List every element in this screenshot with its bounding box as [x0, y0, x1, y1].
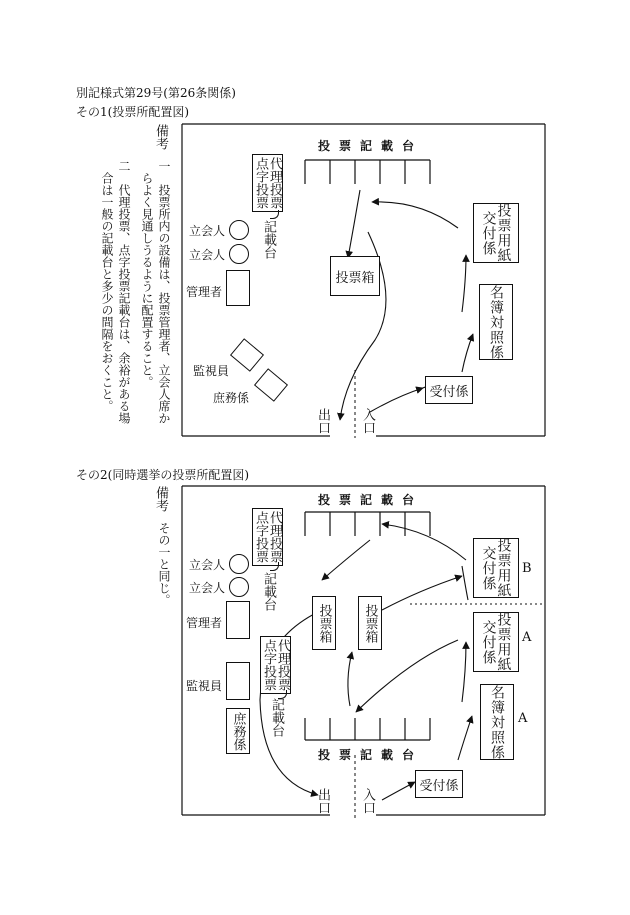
part2-issue-b-tag: B — [522, 561, 532, 576]
part1-note-2b: 合は一般の記載台と多少の間隔をおくこと。 — [100, 172, 114, 412]
part2-exit-label — [316, 788, 329, 814]
part1-observer-label: 監視員 — [193, 364, 230, 378]
part2-title: その2(同時選挙の投票所配置図) — [76, 468, 249, 482]
part2-register-check-desk — [480, 684, 514, 760]
part2-proxy-top-line1: 代理投票 — [267, 511, 282, 563]
part2-entrance-text: 入口 — [360, 788, 375, 814]
part2-ballot-issue-desk-b — [473, 538, 519, 598]
part2-proxy-top-line2: 点字投票 — [253, 511, 268, 563]
part1-issue-desk-col2: 投票用紙 — [495, 203, 512, 263]
part1-note-2a: 二 代理投票、点字投票記載台は、余裕がある場 — [117, 160, 131, 424]
part2-issue-a-col2: 投票用紙 — [495, 612, 512, 672]
part2-proxy-braille-desk-top — [252, 508, 283, 566]
part1-witness-2-seat — [229, 244, 249, 264]
part1-proxy-desk-suffix: 記載台 — [261, 220, 276, 259]
part1-manager-label: 管理者 — [186, 285, 223, 299]
part2-voting-desk-top — [305, 512, 430, 536]
part1-exit-label — [316, 408, 329, 434]
part2-manager-label: 管理者 — [186, 616, 223, 630]
part2-ballot-box-right-label: 投票箱 — [362, 603, 378, 643]
part2-issue-b-col1: 交付係 — [480, 546, 497, 591]
part2-notes-heading: 備考 — [153, 486, 168, 512]
part2-witness-2-seat — [229, 577, 249, 597]
part2-proxy-mid-line2: 点字投票 — [261, 639, 276, 691]
part2-witness-2-label: 立会人 — [189, 581, 226, 595]
part2-exit-text: 出口 — [315, 788, 330, 814]
part1-notes-heading: 備考 — [153, 124, 168, 150]
part2-observer-label: 監視員 — [186, 679, 223, 693]
part1-voting-desk-label: 投票記載台 — [318, 139, 424, 153]
part2-voting-desk-top-label: 投票記載台 — [318, 493, 424, 507]
part2-proxy-braille-desk-mid — [260, 636, 291, 694]
part2-reception-desk: 受付係 — [415, 770, 463, 798]
part2-ballot-issue-desk-a — [473, 612, 519, 672]
part1-witness-2-label: 立会人 — [189, 248, 226, 262]
part2-observer-desk — [226, 662, 250, 700]
part2-ballot-box-right — [358, 596, 382, 650]
part2-proxy-top-suffix: 記載台 — [261, 572, 276, 611]
part1-witness-1-seat — [229, 220, 249, 240]
part2-register-desk-label: 名簿対照係 — [489, 684, 505, 760]
part1-register-check-desk — [479, 284, 513, 360]
part1-note-1a: 一 投票所内の設備は、投票管理者、立会人席か — [157, 160, 171, 424]
part1-register-desk-label: 名簿対照係 — [488, 284, 504, 360]
part1-entrance-text: 入口 — [360, 408, 375, 434]
part1-title: その1(投票所配置図) — [76, 105, 189, 119]
part2-register-desk-tag: A — [518, 711, 528, 726]
part2-witness-1-seat — [229, 554, 249, 574]
part2-ballot-box-left — [312, 596, 336, 650]
part2-issue-a-tag: A — [522, 630, 532, 645]
part1-ballot-issue-desk — [473, 203, 519, 263]
part1-manager-desk — [226, 270, 250, 306]
part2-clerk-desk — [226, 708, 250, 754]
part2-witness-1-label: 立会人 — [189, 558, 226, 572]
part1-entrance-label — [361, 408, 374, 434]
part2-ballot-box-left-label: 投票箱 — [316, 603, 332, 643]
part2-proxy-mid-suffix: 記載台 — [269, 698, 284, 737]
part1-proxy-desk-line1: 代理投票 — [267, 157, 282, 209]
part1-exit-text: 出口 — [315, 408, 330, 434]
part2-clerk-label: 庶務係 — [230, 711, 246, 751]
part1-clerk-label: 庶務係 — [213, 391, 250, 405]
part1-proxy-braille-desk — [252, 154, 283, 212]
part2-manager-desk — [226, 601, 250, 639]
part1-witness-1-label: 立会人 — [189, 224, 226, 238]
part2-issue-b-col2: 投票用紙 — [495, 538, 512, 598]
part1-issue-desk-col1: 交付係 — [480, 211, 497, 256]
form-title: 別記様式第29号(第26条関係) — [76, 86, 236, 100]
part2-entrance-label — [361, 788, 374, 814]
part1-note-1b: らよく見通しうるように配置すること。 — [140, 172, 154, 388]
part2-note-1: その一と同じ。 — [157, 522, 171, 606]
part1-voting-desk — [305, 160, 430, 184]
part1-proxy-desk-line2: 点字投票 — [253, 157, 268, 209]
part2-voting-desk-bottom — [305, 718, 430, 740]
part2-issue-a-col1: 交付係 — [480, 620, 497, 665]
part1-reception-desk: 受付係 — [425, 376, 473, 404]
part1-ballot-box: 投票箱 — [330, 256, 380, 296]
part2-voting-desk-bottom-label: 投票記載台 — [318, 748, 424, 762]
part2-proxy-mid-line1: 代理投票 — [275, 639, 290, 691]
